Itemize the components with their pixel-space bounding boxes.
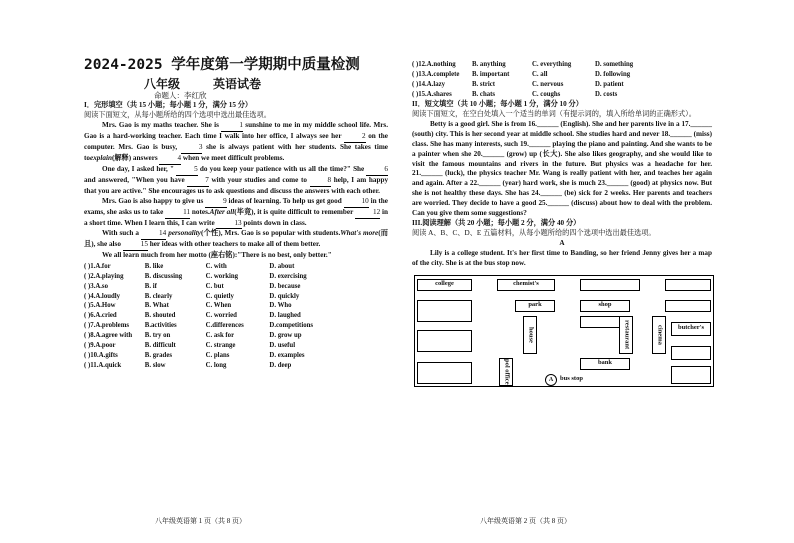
cloze-paragraph <box>84 121 388 165</box>
option-cell: B. if <box>144 282 157 290</box>
map-chemist: chemist's <box>497 279 555 291</box>
option-row <box>412 70 712 80</box>
options-table-right <box>412 60 712 100</box>
section3-heading: III.阅读理解（共 20 小题；每小题 2 分，满分 40 分） <box>412 219 581 228</box>
option-cell: D. laughed <box>269 312 301 320</box>
option-cell: ( )9.A.poor <box>84 342 116 350</box>
grade-label: 八年级 <box>144 76 181 91</box>
option-cell: B. like <box>144 262 164 270</box>
map-restaurant: restaurant <box>619 316 633 354</box>
cloze-blank: 6 <box>366 165 388 176</box>
cloze-text: (解释) answers <box>111 153 158 162</box>
option-cell: ( )1.A.for <box>84 262 111 270</box>
cloze-text: personality <box>168 229 201 238</box>
option-cell: ( )7.A.problems <box>84 322 129 330</box>
cloze-text: points down in class. <box>243 218 307 227</box>
page-footer-right: 八年级英语第 2 页（共 8 页） <box>480 517 571 526</box>
map-block-left-1 <box>417 300 472 322</box>
cloze-text: in a short time. When I learn this, I can write <box>84 207 389 227</box>
cloze-text: her ideas with other teachers to make all of them better. <box>149 240 321 249</box>
subject-label: 英语试卷 <box>213 76 262 91</box>
cloze-text: Mrs. Gao is my maths teacher. She is <box>102 121 219 130</box>
map-block-right-3 <box>671 366 711 384</box>
option-cell: C. nervous <box>532 81 564 89</box>
cloze-text: With such a <box>102 229 140 238</box>
option-cell: C. but <box>205 282 224 290</box>
option-cell: ( )11.A.quick <box>84 362 122 370</box>
cloze-text: help, I am happy that you are active." She encourages us to ask questions and discuss the answers with each other. <box>84 175 389 195</box>
cloze-text: and answered, "When you have <box>84 175 185 184</box>
option-row <box>84 271 388 281</box>
map-bus-stop <box>545 374 583 386</box>
option-row <box>412 80 712 90</box>
bus-stop-label: bus stop <box>560 375 583 383</box>
cloze-text: when we meet difficult problems. <box>182 153 285 162</box>
option-cell: D. quickly <box>269 292 300 300</box>
option-cell: B. grades <box>144 352 172 360</box>
option-cell: C. When <box>205 302 232 310</box>
map-shop: shop <box>580 300 630 312</box>
option-cell: ( )3.A.so <box>84 282 108 290</box>
cloze-blank: 7 <box>187 176 209 187</box>
map-house: house <box>523 316 537 354</box>
cloze-text: she is always patient with her students. She takes time to <box>84 142 389 162</box>
cloze-blank: 1 <box>221 121 243 132</box>
option-cell: C. quietly <box>205 292 234 300</box>
option-cell: D. Who <box>269 302 292 310</box>
option-cell: D. something <box>595 61 634 69</box>
cloze-text: (个性), Mrs. Gao is so popular with students. <box>200 229 341 238</box>
option-cell: D. about <box>269 262 295 270</box>
option-cell: B.activities <box>144 322 177 330</box>
option-cell: C. strange <box>205 342 236 350</box>
section1-instruction: 阅读下面短文，从每小题所给的四个选项中选出最佳选项。 <box>84 111 271 120</box>
passage-a-text: Lily is a college student. It's her first time to Banding, so her friend Jenny gives her a map of the city. She is at the bus stop now. <box>412 248 712 267</box>
option-cell: B. What <box>144 302 169 310</box>
cloze-blank: 15 <box>123 240 148 251</box>
option-row <box>84 311 388 321</box>
option-cell: ( )15.A.shares <box>412 91 452 99</box>
option-cell: C.differences <box>205 322 244 330</box>
option-cell: D.competitions <box>269 322 314 330</box>
cloze-paragraph <box>84 197 388 230</box>
option-cell: ( )8.A.agree with <box>84 332 133 340</box>
option-cell: B. strict <box>472 81 496 89</box>
option-cell: ( )12.A.nothing <box>412 61 456 69</box>
cloze-text: on the computer. Mrs. Gao is busy, <box>84 132 388 151</box>
cloze-text: notes. <box>191 207 210 216</box>
option-cell: B. try on <box>144 332 171 340</box>
cloze-text: Mrs. Gao is also happy to give us <box>102 196 204 205</box>
map-block-right-1 <box>665 300 711 312</box>
map-cinema: cinema <box>652 316 666 354</box>
option-cell: C. ask for <box>205 332 235 340</box>
cloze-text: After all <box>209 207 235 216</box>
cloze-text: with your studies and come to <box>211 175 307 184</box>
option-row <box>412 90 712 100</box>
option-cell: C. worried <box>205 312 237 320</box>
map-block-left-3 <box>417 362 472 384</box>
cloze-text: One day, I asked her, " <box>102 164 174 173</box>
cloze-blank: 14 <box>141 229 166 240</box>
option-cell: D. deep <box>269 362 292 370</box>
map-college: college <box>417 279 472 291</box>
city-map <box>414 275 714 387</box>
option-cell: B. difficult <box>144 342 176 350</box>
section2-heading: II．短文填空（共 10 小题；每小题 1 分，满分 10 分） <box>412 99 583 108</box>
options-table-left <box>84 261 388 371</box>
option-cell: C. everything <box>532 61 572 69</box>
cloze-blank: 4 <box>159 154 181 165</box>
section2-passage: Betty is a good girl. She is from 16.______ (English). She and her parents live in a 17.______ (south) city. This is her second year at middle school. She studies hard and never 18.______ (miss) class. She has many interests, such 19.______ playing the piano and painting. And she wants to be a painter when she 20.______ (grow) up (长大). She also likes geography, and she would like to visit the famous mountains and rivers in the future. But physics was a headache for her. 21.______ (luck), the physics teacher Mr. Wang is really patient with her, and teaches her again and again. After a 22.______ (year) hard work, she is much 23.______ (good) at physics now. But she is not healthy these days. She has 24.______ (be) sick for 2 weeks. Her parents and teachers are worried. They decide to have a good 25.______ (discuss) about how to deal with the problem. Can you give them some suggestions? <box>412 119 712 218</box>
map-butcher: butcher's <box>671 322 711 336</box>
option-row <box>84 301 388 311</box>
cloze-paragraph <box>84 165 388 197</box>
map-police-office: pol office <box>499 358 513 386</box>
cloze-text: explain <box>90 153 112 162</box>
option-row <box>84 261 388 271</box>
option-cell: B. chats <box>472 91 496 99</box>
option-cell: B. slow <box>144 362 166 370</box>
map-block-right-2 <box>671 346 711 360</box>
cloze-text: (而且), she also <box>84 229 388 249</box>
cloze-blank: 13 <box>216 219 241 230</box>
option-cell: ( )2.A.playing <box>84 272 124 280</box>
cloze-blank: 8 <box>310 176 332 187</box>
option-cell: ( )5.A.How <box>84 302 116 310</box>
motto-line: We all learn much from her motto (座右铭):"There is no best, only better." <box>102 251 332 260</box>
option-row <box>84 341 388 351</box>
option-cell: C. with <box>205 262 227 270</box>
option-cell: D. useful <box>269 342 296 350</box>
option-cell: D. grow up <box>269 332 302 340</box>
exam-title: 2024-2025 学年度第一学期期中质量检测 <box>84 57 360 73</box>
section3-instruction: 阅读 A、B、C、D、E 五篇材料，从每小题所给的四个选项中选出最佳选项。 <box>412 229 656 238</box>
cloze-text: (毕竟), it is quite difficult to remember <box>234 207 354 216</box>
option-row <box>84 281 388 291</box>
option-cell: C. all <box>532 71 548 79</box>
option-cell: B. anything <box>472 61 506 69</box>
grade-subject-line <box>144 77 388 91</box>
option-cell: B. important <box>472 71 510 79</box>
cloze-blank: 5 <box>176 165 198 176</box>
cloze-text: sunshine to me in my middle school life. Mrs. Gao is a hard-working teacher. Each time I walk into her office, I always see her <box>84 121 389 141</box>
cloze-paragraph <box>84 229 388 251</box>
option-cell: B. clearly <box>144 292 173 300</box>
cloze-blank: 3 <box>181 143 203 154</box>
cloze-text: in the exams, she asks us to take <box>84 196 388 216</box>
option-cell: D. exercising <box>269 272 307 280</box>
option-cell: D. because <box>269 282 301 290</box>
section2-instruction: 阅读下面短文，在空白处填入一个适当的单词（有提示词的，填入所给单词的正确形式）。 <box>412 109 696 118</box>
page-footer-left: 八年级英语第 1 页（共 8 页） <box>155 517 246 526</box>
cloze-text: What's more <box>340 229 379 238</box>
option-cell: ( )14.A.lazy <box>412 81 446 89</box>
option-row <box>84 361 388 371</box>
option-cell: C. long <box>205 362 227 370</box>
cloze-blank: 11 <box>165 208 190 219</box>
cloze-text: do you keep your patience with us all the time?" She <box>199 164 365 173</box>
option-row <box>84 351 388 361</box>
section1-heading: I．完形填空（共 15 小题；每小题 1 分，满分 15 分） <box>84 101 253 110</box>
cloze-blank: 10 <box>344 197 369 208</box>
page-right <box>404 0 794 543</box>
cloze-passage <box>84 121 388 251</box>
map-park: park <box>515 300 555 312</box>
option-cell: ( )13.A.complete <box>412 71 460 79</box>
option-cell: C. plans <box>205 352 230 360</box>
map-block-top <box>580 279 640 291</box>
bus-stop-marker: A <box>545 374 557 386</box>
cloze-text: ideas of learning. To help us get good <box>228 196 342 205</box>
map-bank: bank <box>580 358 630 370</box>
option-cell: C. working <box>205 272 239 280</box>
option-cell: ( )4.A.loudly <box>84 292 121 300</box>
author-line: 命题人：李红欣 <box>154 90 207 100</box>
cloze-blank: 12 <box>355 208 380 219</box>
option-cell: ( )6.A.cried <box>84 312 117 320</box>
option-cell: D. costs <box>595 91 618 99</box>
option-cell: ( )10.A.gifts <box>84 352 118 360</box>
cloze-blank: 2 <box>344 132 366 143</box>
option-cell: D. following <box>595 71 631 79</box>
passage-label: A <box>559 239 565 247</box>
option-row <box>84 291 388 301</box>
map-block-left-2 <box>417 330 472 352</box>
cloze-blank: 9 <box>205 197 227 208</box>
option-cell: D. patient <box>595 81 624 89</box>
option-cell: D. examples <box>269 352 305 360</box>
option-cell: C. coughs <box>532 91 561 99</box>
option-row <box>412 60 712 70</box>
option-cell: B. shouted <box>144 312 176 320</box>
option-cell: B. discussing <box>144 272 183 280</box>
option-row <box>84 321 388 331</box>
map-block-top-right <box>665 279 711 291</box>
option-row <box>84 331 388 341</box>
